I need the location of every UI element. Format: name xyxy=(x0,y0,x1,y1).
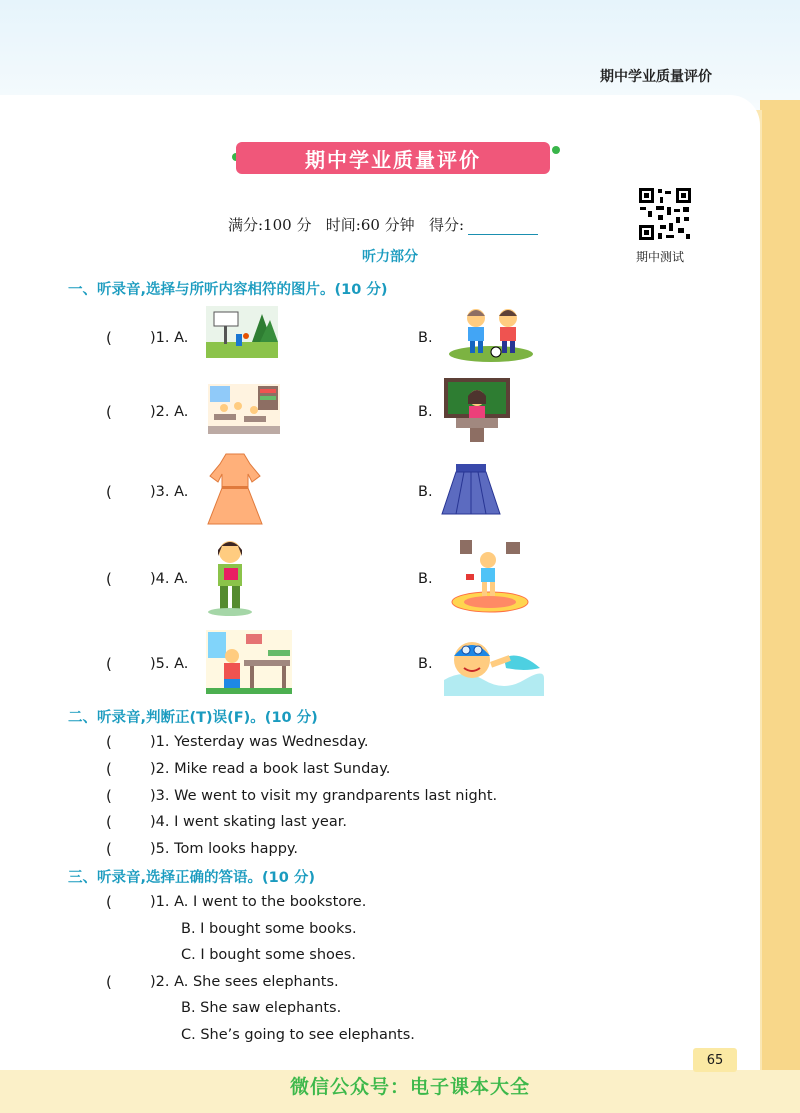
tf-item-5: )5. Tom looks happy. xyxy=(150,841,299,857)
choice-q2-a: )2. A. She sees elephants. xyxy=(150,974,339,990)
listening-part-title: 听力部分 xyxy=(362,249,418,265)
teacher-blackboard-image xyxy=(444,378,510,444)
blue-skirt-image xyxy=(440,462,502,518)
wechat-watermark: 微信公众号：电子课本大全 xyxy=(290,1076,531,1098)
answer-paren[interactable]: ( xyxy=(106,973,112,991)
banner-dot-right xyxy=(552,146,560,154)
boy-swimming-image xyxy=(444,628,544,696)
answer-paren[interactable]: ( xyxy=(106,760,112,778)
q3-b-label: B. xyxy=(418,484,433,500)
basketball-court-image xyxy=(206,306,278,358)
full-score: 满分:100 分 xyxy=(228,216,312,234)
q4-b-label: B. xyxy=(418,571,433,587)
q5-label: )5. A. xyxy=(150,656,189,672)
tf-item-2: )2. Mike read a book last Sunday. xyxy=(150,761,391,777)
book-edge xyxy=(760,100,800,1113)
qr-code-icon[interactable] xyxy=(638,187,692,241)
choice-q1-a: )1. A. I went to the bookstore. xyxy=(150,894,367,910)
banner-title: 期中学业质量评价 xyxy=(305,147,481,172)
section2-title: 二、听录音,判断正(T)误(F)。(10 分) xyxy=(68,710,318,726)
choice-q2-b: B. She saw elephants. xyxy=(181,1000,342,1016)
score-label: 得分: xyxy=(429,216,465,234)
answer-paren[interactable]: ( xyxy=(106,787,112,805)
tf-item-1: )1. Yesterday was Wednesday. xyxy=(150,734,369,750)
time-limit: 时间:60 分钟 xyxy=(325,216,415,234)
tf-item-3: )3. We went to visit my grandparents last night. xyxy=(150,788,498,804)
q1-label: )1. A. xyxy=(150,330,189,346)
answer-paren[interactable]: ( xyxy=(106,840,112,858)
section1-title: 一、听录音,选择与所听内容相符的图片。(10 分) xyxy=(68,282,388,298)
page-sheet xyxy=(0,95,760,1095)
kids-soccer-image xyxy=(448,304,534,362)
score-blank[interactable] xyxy=(468,234,538,235)
answer-paren[interactable]: ( xyxy=(106,733,112,751)
header-title: 期中学业质量评价 xyxy=(600,69,712,85)
q2-b-label: B. xyxy=(418,404,433,420)
answer-paren[interactable]: ( xyxy=(106,813,112,831)
q3-label: )3. A. xyxy=(150,484,189,500)
qr-label: 期中测试 xyxy=(636,250,685,264)
answer-paren[interactable]: ( xyxy=(106,403,112,421)
choice-q1-b: B. I bought some books. xyxy=(181,921,357,937)
answer-paren[interactable]: ( xyxy=(106,483,112,501)
q2-label: )2. A. xyxy=(150,404,189,420)
tf-item-4: )4. I went skating last year. xyxy=(150,814,347,830)
title-banner xyxy=(236,142,550,174)
page-number: 65 xyxy=(693,1048,737,1072)
woman-gardening-image xyxy=(204,536,254,616)
choice-q2-c: C. She’s going to see elephants. xyxy=(181,1027,415,1043)
answer-paren[interactable]: ( xyxy=(106,655,112,673)
score-line xyxy=(228,214,538,235)
choice-q1-c: C. I bought some shoes. xyxy=(181,947,356,963)
q1-b-label: B. xyxy=(418,330,433,346)
orange-dress-image xyxy=(204,452,266,528)
answer-paren[interactable]: ( xyxy=(106,570,112,588)
answer-paren[interactable]: ( xyxy=(106,893,112,911)
classroom-image xyxy=(208,384,280,434)
boy-homework-image xyxy=(206,630,292,694)
q4-label: )4. A. xyxy=(150,571,189,587)
section3-title: 三、听录音,选择正确的答语。(10 分) xyxy=(68,870,315,886)
girl-sweeping-image xyxy=(448,536,532,616)
answer-paren[interactable]: ( xyxy=(106,329,112,347)
q5-b-label: B. xyxy=(418,656,433,672)
